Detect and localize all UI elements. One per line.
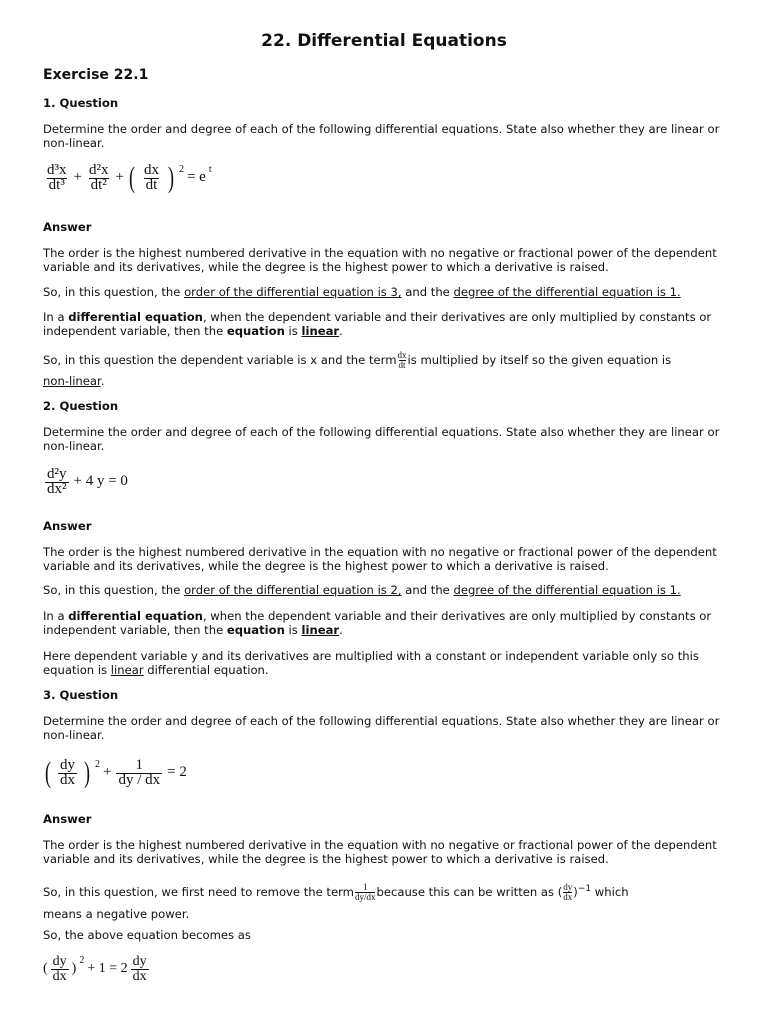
question-2-equation [43,468,733,496]
answer-1-para-2 [43,286,733,300]
numerator: dy [60,757,75,773]
text: So, in this question the dependent variable is x and the term [43,353,397,367]
numerator: dy [132,954,147,969]
inline-fraction [355,883,376,902]
numerator: d³x [47,162,67,178]
underlined-text: linear [110,662,144,677]
text: So, in this question, the [43,583,185,597]
underlined-text: non-linear [43,374,101,388]
text: , when the dependent variable and their derivatives are only multiplied by constants or independent variable, then the [43,609,712,637]
text: So, in this question, we first need to remove the term [43,884,354,899]
text: is [284,622,302,637]
answer-1-heading: Answer [43,220,92,234]
numerator: dx [143,162,159,178]
exponent: t [208,164,212,176]
numerator: dy [563,881,573,892]
denominator: dx [132,968,147,984]
bold-text: differential equation [68,310,203,324]
text: is [284,323,302,338]
answer-3-heading: Answer [43,812,92,826]
answer-1-para-3 [43,311,733,338]
answer-1-para-4 [43,350,733,392]
question-3-text: Determine the order and degree of each of the following differential equations. State also whether they are linear or non-linear. [43,714,720,742]
exponent: 2 [178,164,184,176]
numerator: dx [397,350,407,360]
underlined-text: order of the differential equation is 3, [184,285,402,299]
exponent: 2 [95,759,100,771]
text: which [594,884,629,899]
exponent: −1 [577,884,592,894]
denominator: dt [145,176,158,193]
operator: + [73,169,82,186]
text: Here dependent variable y and its derivatives are multiplied with a constant or independent variable only so this equation is [43,649,699,677]
denominator: dy / dx [118,771,161,788]
answer-2-heading: Answer [43,519,92,533]
rhs: = e [186,169,206,186]
answer-2-para-3 [43,610,733,637]
text: , when the dependent variable and their derivatives are only multiplied by constants or independent variable, then the [43,310,712,338]
denominator: dx [563,891,573,902]
underlined-text: order of the differential equation is 2, [184,583,402,597]
rhs: + 1 = 2 [87,961,128,977]
denominator: dt³ [48,176,65,193]
text: The order is the highest numbered derivative in the equation with no negative or fractional power of the dependent variable and its derivatives, while the degree is the highest power to which a derivative is raised. [43,838,717,866]
exercise-heading: Exercise 22.1 [43,67,149,83]
text: because this can be written as [376,884,555,899]
text: The order is the highest numbered derivative in the equation with no negative or fractional power of the dependent variable and its derivatives, while the degree is the highest power to which a derivative is raised. [43,246,717,274]
rhs: + 4 y = 0 [73,473,128,490]
numerator: 1 [135,757,144,773]
underlined-text: degree of the differential equation is 1. [453,583,681,597]
denominator: dx [52,968,67,984]
question-1-equation: $\frac{\text{d³x}}{\text{dt³}}$ + $\frac{\text{d²x}}{\text{dt²}}$ + ( $\frac{dx}{dt}$ ) 2 = e t [47,161,212,194]
question-3-heading: 3. Question [43,688,119,702]
bold-text: equation [226,622,285,637]
answer-2-para-4 [43,650,733,677]
inline-fraction [398,351,407,370]
bold-text: differential equation [68,609,203,623]
answer-3-para-2: So, in this question, we first need to remove the term $\frac{1}{dy/dx}$ because this can be written as ( $\frac{dy}{dx}$ )$^{-1}$ which means a negative power. [43,881,629,921]
page-title: 22. Differential Equations [261,31,507,51]
answer-1-para-1 [43,247,733,274]
text: . [339,622,343,637]
inline-fraction [563,883,572,902]
text: is multiplied by itself so the given equation is [407,353,672,367]
question-1-text: Determine the order and degree of each of the following differential equations. State also whether they are linear or non-linear. [43,122,720,150]
text: In a [43,310,69,324]
denominator: dt [398,360,406,370]
numerator: 1 [362,881,368,892]
text: . [339,323,343,338]
bold-text: equation [226,323,285,338]
numerator: dy [52,954,67,969]
text: The order is the highest numbered derivative in the equation with no negative or fractional power of the dependent variable and its derivatives, while the degree is the highest power to which a derivative is raised. [43,545,717,573]
denominator: dx² [47,480,67,497]
exponent: 2 [79,955,85,967]
numerator: d²x [88,162,109,178]
underlined-text: degree of the differential equation is 1. [453,285,681,299]
text: So, in this question, the [43,285,185,299]
rhs: = 2 [167,764,187,781]
numerator: d²y [47,466,67,482]
answer-2-para-1 [43,546,733,573]
question-3-equation: ( $\frac{dy}{dx}$ ) 2 + $\frac{1}{dy / dx}$ = 2 [45,756,187,789]
answer-2-para-2 [43,584,733,598]
question-2-heading: 2. Question [43,399,119,413]
text: In a [43,609,69,623]
text: and the [401,583,454,597]
answer-3-equation: ( $\frac{dy}{dx}$ ) 2 + 1 = 2 $\frac{dy}{dx}$ [43,954,147,984]
denominator: dx [60,771,75,788]
text: . [100,374,105,388]
answer-3-para-3: So, the above equation becomes as [43,928,251,942]
text: means a negative power. [43,906,190,921]
question-1-heading: 1. Question [43,96,119,110]
text: differential equation. [143,662,269,677]
operator: + [103,764,112,781]
bold-text: linear [301,622,340,637]
bold-text: linear [301,323,340,338]
denominator: dy/dx [354,891,376,902]
text: and the [401,285,454,299]
answer-3-para-1 [43,839,733,866]
denominator: dt² [90,176,107,193]
operator: + [115,169,124,186]
question-2-text: Determine the order and degree of each of the following differential equations. State also whether they are linear or non-linear. [43,425,720,453]
